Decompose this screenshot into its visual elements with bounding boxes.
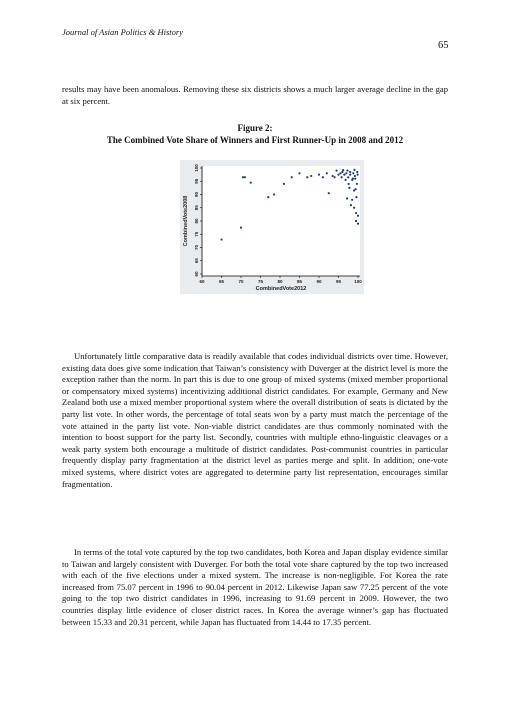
scatter-point <box>341 176 343 178</box>
x-tick-label: 75 <box>257 279 264 284</box>
y-tick-label: 70 <box>194 244 199 251</box>
scatter-point <box>353 169 355 171</box>
scatter-point <box>339 172 341 174</box>
x-tick-label: 60 <box>199 279 205 284</box>
paragraph-2: Unfortunately little comparative data is readily available that codes individual districts over time. However, existing data does give some indication that Taiwan’s consistency with Duverger at the district level is more the exception rather than the norm. In part this is due to one group of mixed systems (mixed member proportional or compensatory mixed systems) incentivizing additional district candidates. For example, Germany and New Zealand both use a mixed member proportional system where the overall distribution of seats is dictated by the party list vote. In other words, the percentage of total seats won by a party must match the percentage of the vote attained in the party list vote. Non-viable district candidates are thus commonly nominated with the intention to boost support for the party list. Secondly, countries with multiple ethno-linguistic cleavages or a weak party system both encourage a multitude of district candidates. Post-communist countries in particular frequently display party fragmentation at the district level as parties merge and split. In addition, one-vote mixed systems, where district votes are aggregated to determine party list representation, encourages similar fragmentation. <box>62 351 448 489</box>
x-tick-label: 65 <box>218 279 225 284</box>
scatter-point <box>350 204 352 206</box>
scatter-point <box>322 176 324 178</box>
scatter-point <box>318 174 320 176</box>
x-tick-label: 80 <box>277 279 283 284</box>
scatter-point <box>355 188 357 190</box>
x-tick-label: 85 <box>296 279 303 284</box>
scatter-point <box>357 215 359 217</box>
y-tick-label: 75 <box>194 231 199 237</box>
scatter-point <box>352 178 354 180</box>
scatter-point <box>354 178 356 180</box>
y-tick-label: 65 <box>194 258 199 264</box>
scatter-point <box>356 171 358 173</box>
scatter-point <box>220 238 222 240</box>
scatter-point <box>357 174 359 176</box>
plot-area <box>202 166 360 276</box>
x-axis-label: CombinedVote2012 <box>255 286 307 292</box>
scatter-point <box>351 199 353 201</box>
page-number: 65 <box>438 40 449 51</box>
scatter-point <box>344 179 346 181</box>
y-tick-label: 95 <box>194 178 199 184</box>
scatter-point <box>283 183 285 185</box>
x-ticks <box>199 276 362 284</box>
scatter-point <box>349 174 351 176</box>
scatter-point <box>346 197 348 199</box>
scatter-point <box>334 176 336 178</box>
scatter-point <box>244 176 246 178</box>
figure-label: Figure 2: <box>237 123 273 133</box>
paragraph-3: In terms of the total vote captured by the top two candidates, both Korea and Japan display evidence similar to Taiwan and largely consistent with Duverger. For both the total vote share captured by the top two increased with each of the five elections under a mixed system. The increase is non-negligible. For Korea the rate increased from 75.07 percent in 1996 to 90.04 percent in 2012. Likewise Japan saw 77.25 percent of the vote going to the top two district candidates in 1996, increasing to 91.69 percent in 2009. However, the two countries display little evidence of closer district races. In Korea the average winner’s gap has fluctuated between 15.33 and 20.31 percent, while Japan has fluctuated from 14.44 to 17.35 percent. <box>62 547 448 627</box>
scatter-point <box>348 187 350 189</box>
x-tick-label: 100 <box>354 279 362 284</box>
scatter-point <box>291 176 293 178</box>
scatter-svg <box>180 160 364 294</box>
figure-caption: The Combined Vote Share of Winners and First Runner-Up in 2008 and 2012 <box>106 135 404 145</box>
scatter-point <box>343 174 345 176</box>
scatter-point <box>267 196 269 198</box>
scatter-point <box>346 170 348 172</box>
scatter-point <box>342 169 344 171</box>
scatter-chart <box>180 160 364 294</box>
scatter-point <box>355 220 357 222</box>
scatter-point <box>352 172 354 174</box>
scatter-point <box>240 227 242 229</box>
scatter-point <box>347 176 349 178</box>
x-tick-label: 90 <box>316 279 322 284</box>
scatter-point <box>273 193 275 195</box>
scatter-point <box>306 176 308 178</box>
scatter-point <box>337 174 339 176</box>
scatter-point <box>310 175 312 177</box>
scatter-point <box>349 171 351 173</box>
scatter-point <box>242 176 244 178</box>
y-tick-label: 80 <box>194 218 199 224</box>
y-tick-label: 85 <box>194 205 199 211</box>
scatter-point <box>326 172 328 174</box>
scatter-point <box>348 183 350 185</box>
scatter-point <box>355 196 357 198</box>
scatter-point <box>298 172 300 174</box>
x-tick-label: 95 <box>335 279 342 284</box>
scatter-point <box>357 223 359 225</box>
scatter-point <box>356 183 358 185</box>
scatter-point <box>353 207 355 209</box>
y-tick-label: 90 <box>194 191 199 198</box>
y-ticks <box>194 164 202 277</box>
x-tick-label: 70 <box>238 279 244 284</box>
scatter-point <box>345 172 347 174</box>
scatter-point <box>355 212 357 214</box>
y-tick-label: 60 <box>194 271 199 277</box>
scatter-point <box>354 175 356 177</box>
y-tick-label: 100 <box>194 164 199 172</box>
paragraph-1: results may have been anomalous. Removing these six districts shows a much larger average decline in the gap at six percent. <box>62 84 448 106</box>
scatter-point <box>328 192 330 194</box>
y-axis-label: CombinedVote2008 <box>183 195 189 247</box>
journal-title: Journal of Asian Politics & History <box>62 27 183 37</box>
scatter-point <box>335 170 337 172</box>
scatter-point <box>250 181 252 183</box>
scatter-point <box>332 175 334 177</box>
